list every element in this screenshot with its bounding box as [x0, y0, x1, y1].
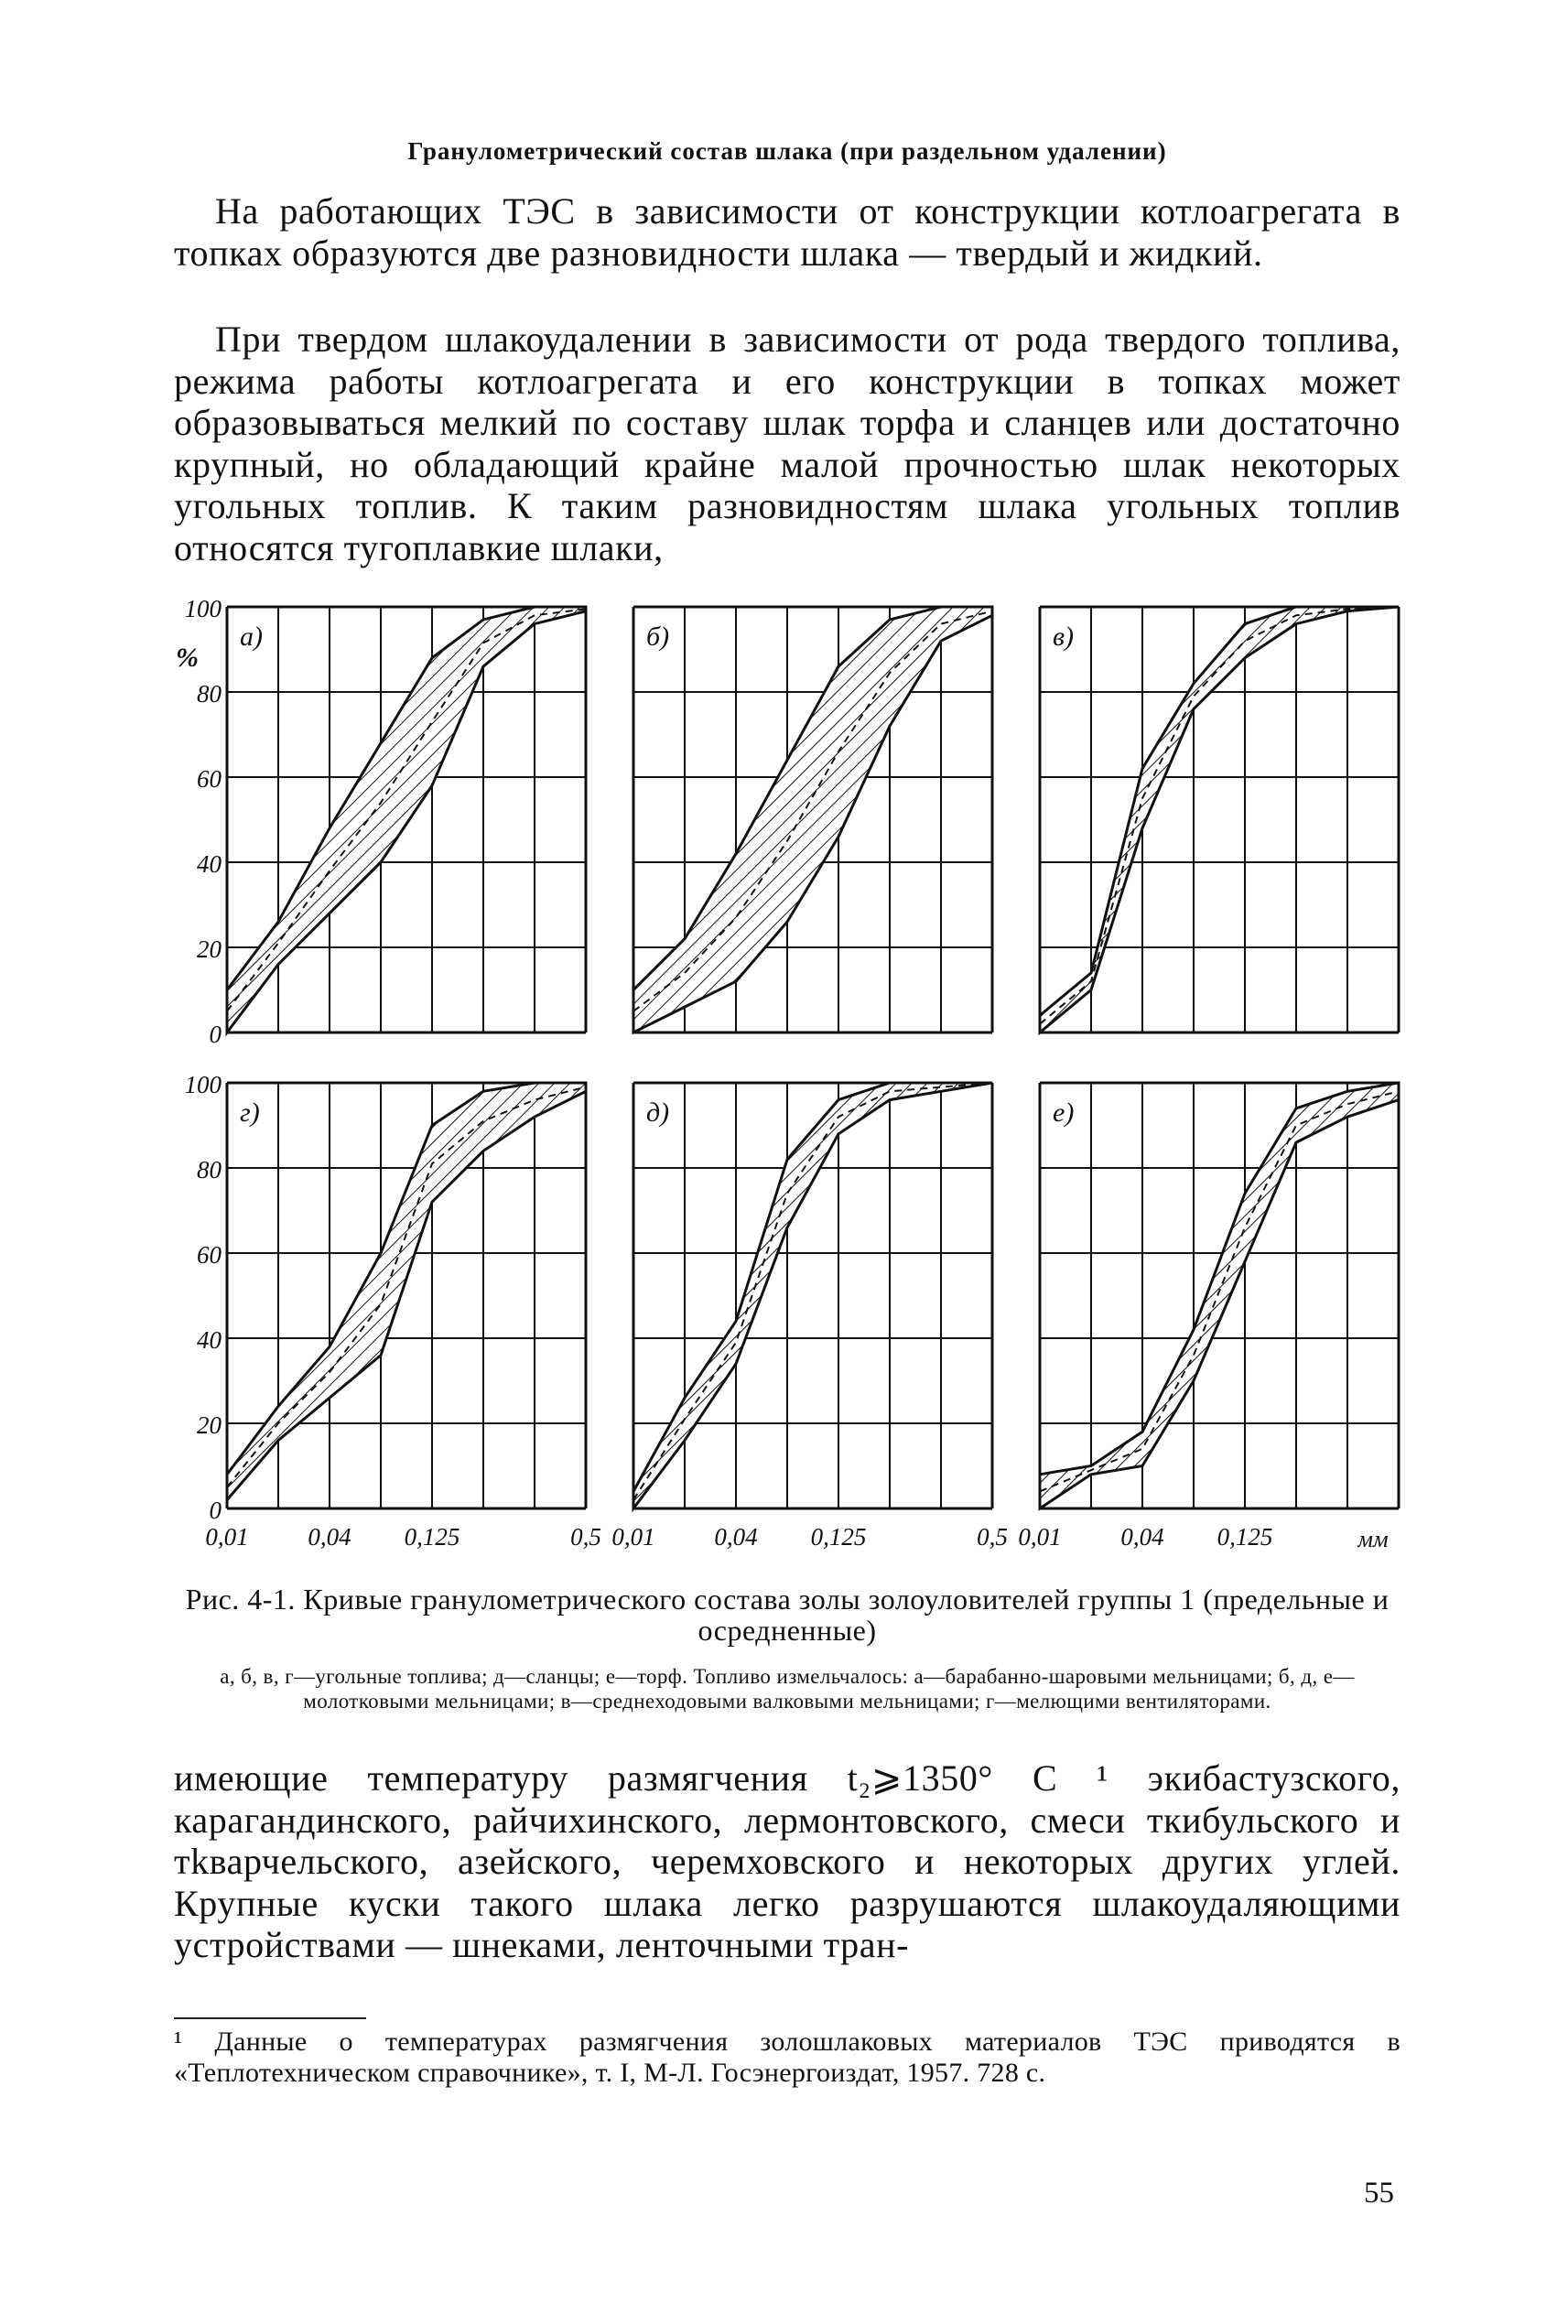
x-tick-label: 0,5 — [570, 1523, 601, 1551]
x-tick-label: 0,04 — [1120, 1523, 1164, 1551]
x-tick-label: 0,01 — [205, 1523, 249, 1551]
x-tick-label: 0,01 — [1018, 1523, 1062, 1551]
panel-label: г) — [240, 1097, 260, 1128]
paragraph-text: При твердом шлакоудалении в зависимости от рода твердого топлива, режима работы котлоагрегата и его конструкции в топках может образовываться мелкий по составу шлак торфа и сланцев или достаточно крупный, но обладающий крайне малой прочностью шлак некоторых угольных топлив. К таким разновидностям шлака угольных топлив относятся тугоплавкие шлаки, — [174, 319, 1400, 568]
x-tick-label: 0,125 — [404, 1523, 460, 1551]
figure-legend-text: а, б, в, г—угольные топлива; д—сланцы; е—торф. Топливо измельчалось: а—барабанно-шаровыми мельницами; б, д, е—молотковыми мельницами; в—среднеходовыми валковыми мельницами; г—мелющими вентиляторами. — [220, 1665, 1355, 1713]
paragraph-2 — [174, 319, 1400, 568]
y-tick-label: 20 — [197, 935, 222, 963]
panel-label: а) — [240, 622, 263, 652]
chart-panel — [227, 607, 586, 1032]
y-tick-label: 0 — [209, 1497, 222, 1524]
limit-band — [1040, 1083, 1399, 1508]
section-header: Гранулометрический состав шлака (при раздельном удалении) — [407, 137, 1167, 165]
limit-band — [1040, 607, 1399, 1032]
granulometric-charts — [174, 593, 1400, 1577]
figure-caption: Рис. 4-1. Кривые гранулометрического состава золы золоуловителей группы 1 (предельные и осредненные) — [185, 1583, 1390, 1647]
x-unit-label: мм — [1357, 1526, 1389, 1552]
footnote-divider — [174, 2017, 366, 2019]
chart-panel — [633, 1083, 992, 1508]
y-tick-label: 40 — [197, 1326, 222, 1354]
limit-band — [227, 1083, 586, 1500]
paragraph-text: имеющие температуру размягчения t₂⩾1350° C ¹ экибастузского, карагандинского, райчихинского, лермонтовского, смеси ткибульского и тkварчельского, азейского, черемховского и некоторых других углей. Крупные куски такого шлака легко разрушаются шлакоудаляющими устройствами — шнеками, ленточными тран- — [174, 1757, 1400, 1965]
panel-label: д) — [646, 1097, 670, 1128]
y-tick-label: 60 — [197, 765, 222, 793]
y-tick-label: 80 — [197, 680, 222, 708]
y-tick-label: 100 — [184, 595, 222, 622]
x-tick-label: 0,04 — [308, 1523, 351, 1551]
y-tick-label: 0 — [209, 1021, 222, 1048]
panel-label: в) — [1053, 622, 1075, 652]
chart-panel — [1040, 607, 1399, 1032]
y-tick-label: 60 — [197, 1241, 222, 1269]
y-tick-label: 40 — [197, 850, 222, 878]
limit-band — [227, 607, 586, 1032]
panel-label: е) — [1053, 1097, 1075, 1128]
x-tick-label: 0,04 — [714, 1523, 758, 1551]
y-tick-label: 100 — [184, 1071, 222, 1098]
page-number: 55 — [1364, 2177, 1394, 2210]
limit-band — [633, 607, 992, 1032]
footnote: ¹ Данные о температурах размягчения золошлаковых материалов ТЭС приводятся в «Теплотехническом справочнике», т. I, М-Л. Госэнергоиздат, 1957. 728 с. — [174, 2027, 1400, 2088]
paragraph-3 — [174, 1757, 1400, 1966]
paragraph-text: На работающих ТЭС в зависимости от конструкции котлоагрегата в топках образуются две разновидности шлака — твердый и жидкий. — [174, 190, 1400, 274]
figure-4-1 — [174, 593, 1400, 1582]
limit-band — [633, 1083, 992, 1508]
x-tick-label: 0,01 — [611, 1523, 655, 1551]
chart-panel — [1040, 1083, 1399, 1508]
panel-label: б) — [646, 622, 670, 652]
chart-panel — [633, 607, 992, 1032]
x-tick-label: 0,125 — [810, 1523, 867, 1551]
chart-panel — [227, 1083, 586, 1508]
paragraph-1 — [174, 190, 1400, 274]
y-unit-label: % — [176, 643, 199, 673]
x-tick-label: 0,5 — [977, 1523, 1008, 1551]
x-tick-label: 0,125 — [1217, 1523, 1273, 1551]
y-tick-label: 80 — [197, 1156, 222, 1184]
y-tick-label: 20 — [197, 1411, 222, 1439]
average-curve — [1040, 1091, 1399, 1491]
